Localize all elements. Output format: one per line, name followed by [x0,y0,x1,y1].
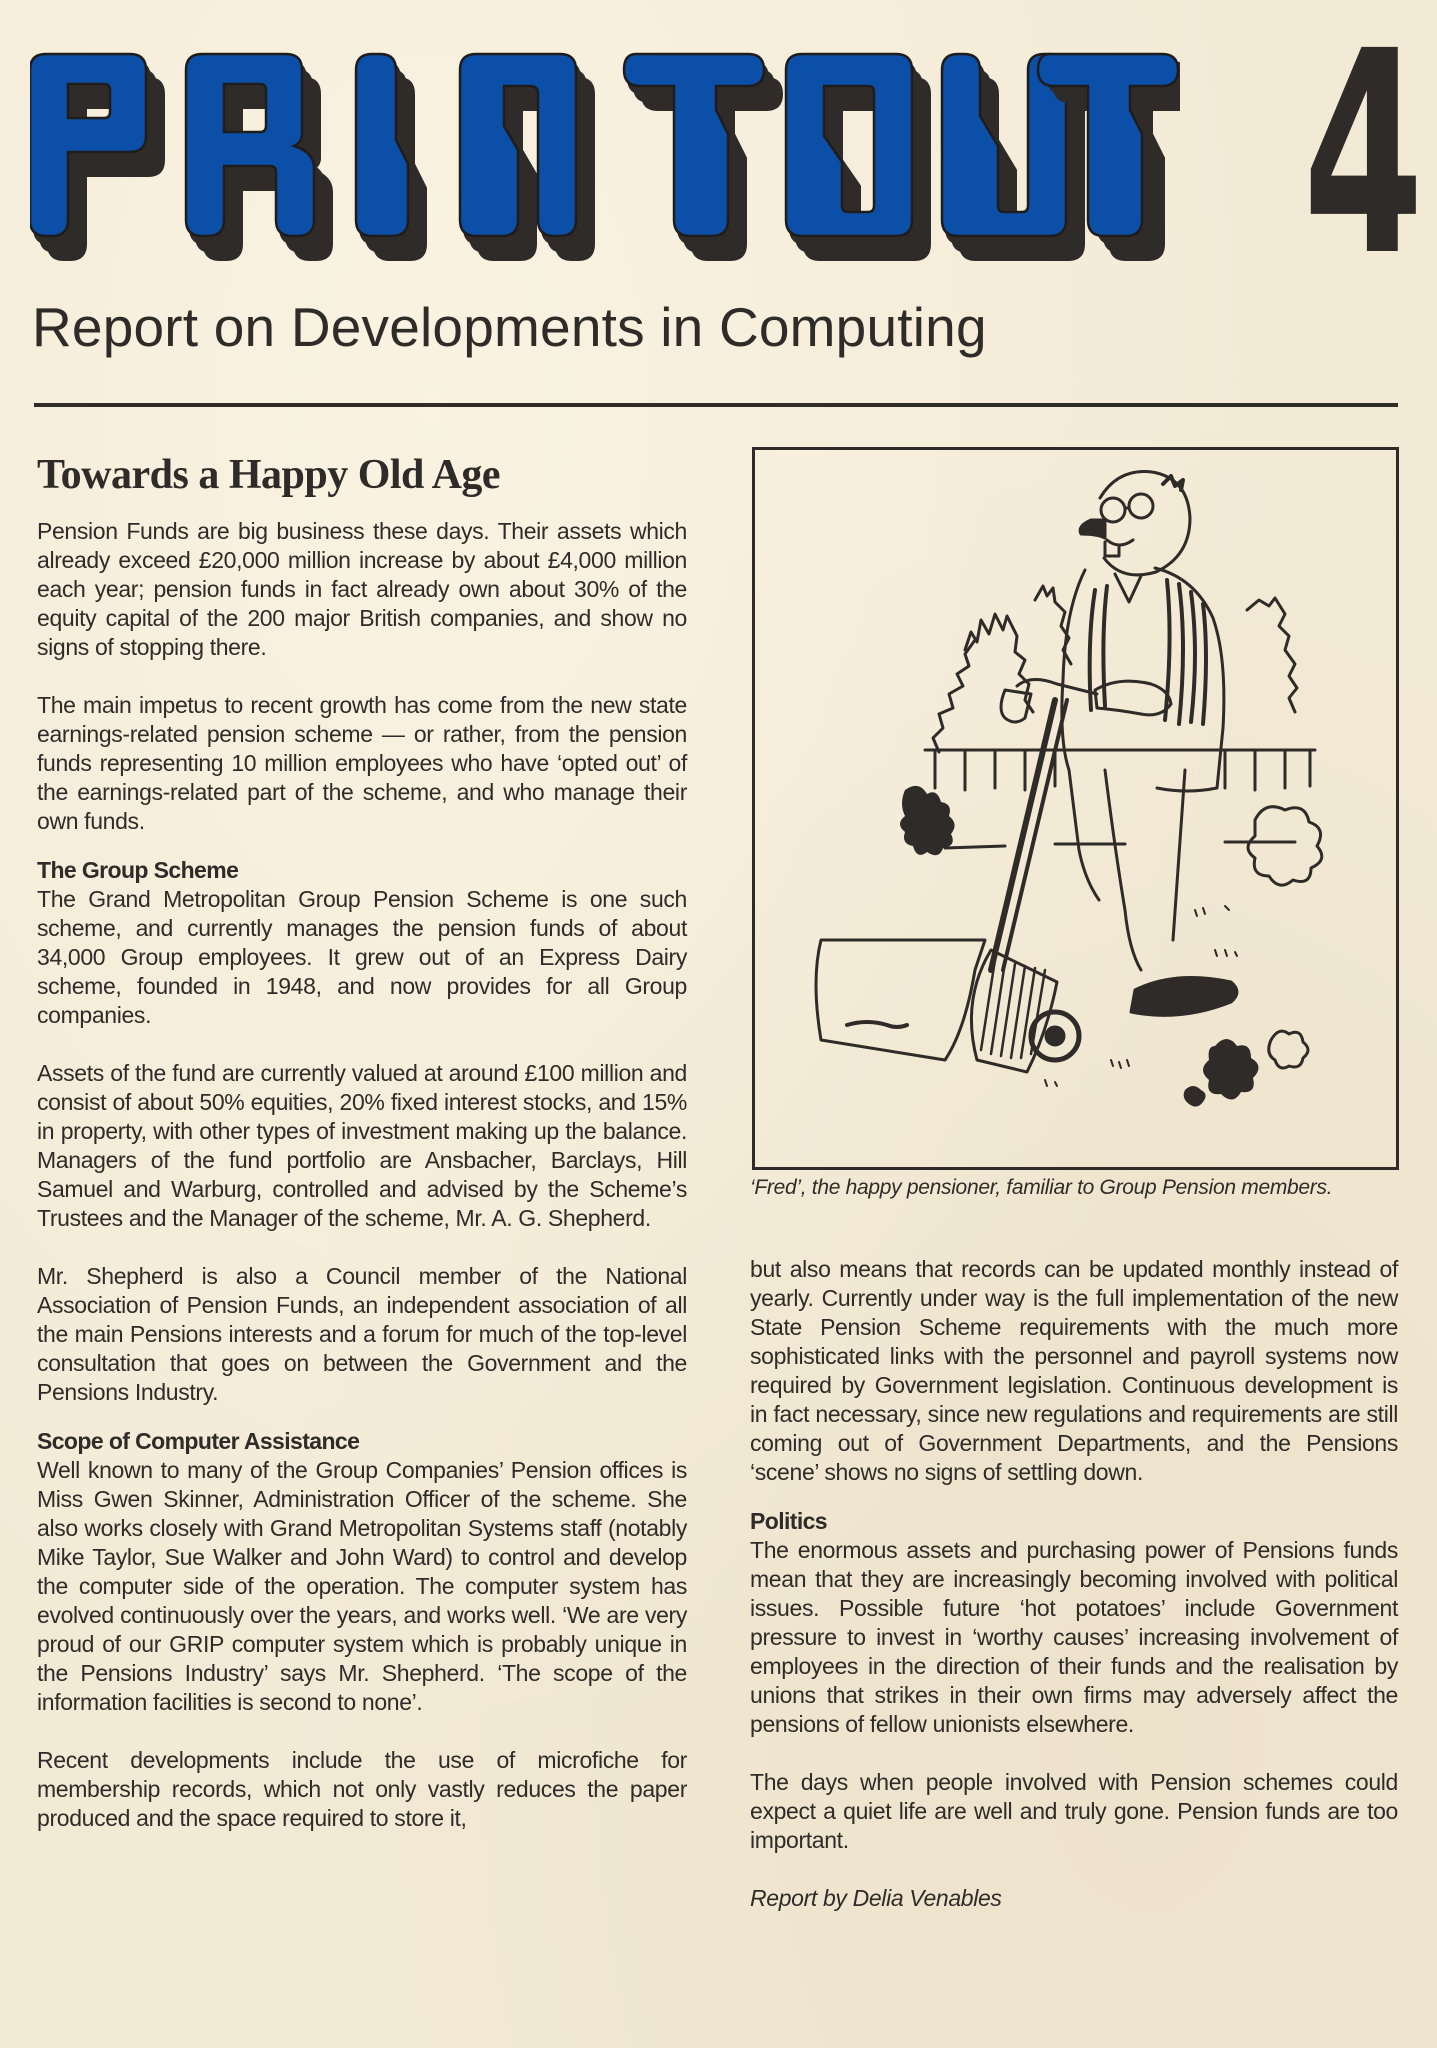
group-scheme-paragraph-2: Assets of the fund are currently valued at around £100 million and consist of about 50% equities, 20% fixed interest stocks, and 15% in property, with other types of investment making up the balance. Managers of the fund portfolio are Ansbacher, Barclays, Hill Samuel and Warburg, controlled and advised by the Scheme’s Trustees and the Manager of the scheme, Mr. A. G. Shepherd. [37,1060,687,1231]
group-scheme-paragraph-1: The Grand Metropolitan Group Pension Scheme is one such scheme, and currently manages the pension funds of about 34,000 Group employees. It grew out of an Express Dairy scheme, founded in 1948, and now provides for all Group companies. [37,886,687,1028]
publication-subtitle: Report on Developments in Computing [32,296,987,358]
politics-paragraph-2: The days when people involved with Pension schemes could expect a quiet life are well and truly gone. Pension funds are too important. [750,1769,1398,1853]
computer-assistance-paragraph-2: Recent developments include the use of microfiche for membership records, which not only vastly reduces the paper produced and the space required to store it, [37,1747,687,1831]
continuation-paragraph: but also means that records can be updated monthly instead of yearly. Currently under way is the full implementation of the new State Pension Scheme requirements with the much more sophisticated links with the personnel and payroll systems now required by Government legislation. Continuous development is in fact necessary, since new regulations and requirements are still coming out of Government Departments, and the Pensions ‘scene’ shows no signs of settling down. [750,1256,1398,1485]
intro-paragraph-1: Pension Funds are big business these days. Their assets which already exceed £20,000 million increase by about £4,000 million each year; pension funds in fact already own about 30% of the equity capital of the 200 major British companies, and show no signs of stopping there. [37,518,687,660]
masthead-divider [34,403,1398,407]
politics-paragraph-1: The enormous assets and purchasing power of Pensions funds mean that they are increasingly becoming involved with political issues. Possible future ‘hot potatoes’ include Government pressure to invest in ‘worthy causes’ increasing involvement of employees in the direction of their funds and the realisation by unions that strikes in their own firms may adversely affect the pensions of fellow unionists elsewhere. [750,1537,1398,1737]
section-heading-group-scheme: The Group Scheme [37,857,239,883]
right-column [750,1255,1398,1913]
issue-number: 4 [1303,0,1422,318]
printout-logo [30,40,1180,270]
section-heading-computer-assistance: Scope of Computer Assistance [37,1428,360,1454]
masthead [30,0,1422,318]
intro-paragraph-2: The main impetus to recent growth has come from the new state earnings-related pension scheme — or rather, from the pension funds representing 10 million employees who have ‘opted out’ of the earnings-related part of the scheme, and who manage their own funds. [37,692,687,834]
computer-assistance-paragraph-1: Well known to many of the Group Companies’ Pension offices is Miss Gwen Skinner, Administration Officer of the scheme. She also works closely with Grand Metropolitan Systems staff (notably Mike Taylor, Sue Walker and John Ward) to control and develop the computer side of the operation. The computer system has evolved continuously over the years, and works well. ‘We are very proud of our GRIP computer system which is probably unique in the Pensions Industry’ says Mr. Shepherd. ‘The scope of the information facilities is second to none’. [37,1457,687,1715]
fred-mowing-illustration [755,450,1396,1167]
fred-illustration-frame [752,447,1399,1170]
group-scheme-paragraph-3: Mr. Shepherd is also a Council member of the National Association of Pension Funds, an independent association of all the main Pensions interests and a forum for much of the top-level consultation that goes on between the Government and the Pensions Industry. [37,1263,687,1405]
article-title: Towards a Happy Old Age [37,452,501,498]
left-column [37,430,687,1833]
figure-caption: ‘Fred’, the happy pensioner, familiar to Group Pension members. [750,1176,1333,1199]
section-heading-politics: Politics [750,1508,828,1534]
author-byline: Report by Delia Venables [750,1885,1002,1911]
